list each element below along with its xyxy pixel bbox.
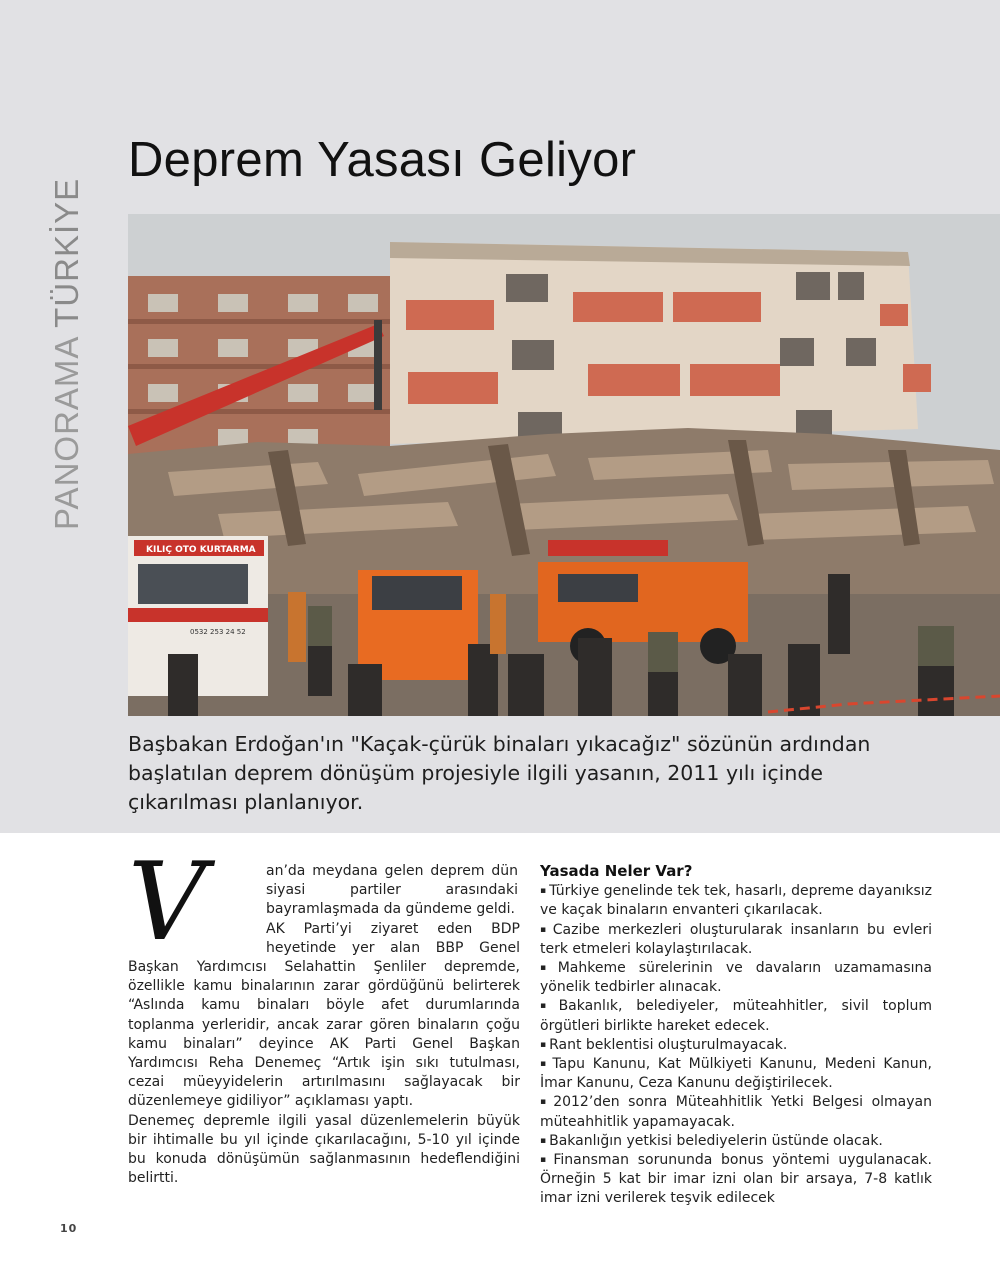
list-item bbox=[540, 1036, 932, 1055]
list-item-text: Bakanlık, belediyeler, müteahhitler, sivil toplum örgütleri birlikte hareket edecek. bbox=[540, 998, 933, 1034]
list-item bbox=[540, 959, 932, 997]
bullet-icon: ▪ bbox=[540, 924, 550, 935]
section-label-accent: TÜRKİYE bbox=[48, 177, 85, 328]
article-paragraph: AK Parti’yi ziyaret eden BDP heyetinde yer alan BBP Genel Başkan Yardımcısı Selahattin Şenliler depremde, özellikle kamu binalarının zarar gördüğünü belirterek “Aslında kamu binaları böyle afet durumlarında toplanma yerleridir, ancak zarar gören binaların çoğu kamu binaları” deyince AK Parti Genel Başkan Yardımcısı Reha Denemeç “Artık işin sıkı tutulması, cezai müeyyidelerin artırılmasını sağlayacak bir düzenlemeye gidiliyor” açıklaması yaptı. bbox=[128, 920, 520, 1110]
article-paragraph: Denemeç depremle ilgili yasal düzenlemelerin büyük bir ihtimalle bu yıl içinde çıkarılacağını, 5-10 yıl içinde bu konuda dönüşümün sağlanmasının hedeflendiğini belirtti. bbox=[128, 1112, 520, 1187]
list-item bbox=[540, 997, 932, 1035]
list-item-text: Cazibe merkezleri oluşturularak insanların bu evleri terk etmeleri kolaylaştırılacak. bbox=[540, 921, 932, 957]
list-item-text: Mahkeme sürelerinin ve davaların uzamamasına yönelik tedbirler alınacak. bbox=[540, 960, 932, 996]
drop-cap: V bbox=[128, 840, 206, 965]
page-title: Deprem Yasası Geliyor bbox=[128, 133, 637, 187]
list-item-text: Finansman sorununda bonus yöntemi uygulanacak. Örneğin 5 kat bir imar izni olan bir arsaya, 7-8 katlık imar izni verilerek teşvik edilecek bbox=[540, 1152, 932, 1207]
earthquake-photo bbox=[128, 214, 1000, 716]
bullet-icon: ▪ bbox=[540, 1135, 547, 1146]
sidebar-heading: Yasada Neler Var? bbox=[540, 862, 693, 880]
truck-sign: KILIÇ OTO KURTARMA bbox=[146, 545, 256, 555]
list-item-text: Rant beklentisi oluşturulmayacak. bbox=[549, 1036, 788, 1053]
list-item bbox=[540, 1093, 932, 1131]
lead-paragraph: Başbakan Erdoğan'ın "Kaçak-çürük binaları yıkacağız" sözünün ardından başlatılan deprem dönüşüm projesiyle ilgili yasanın, 2011 yılı içinde çıkarılması planlanıyor. bbox=[128, 732, 871, 814]
bullet-icon: ▪ bbox=[540, 1001, 556, 1012]
bullet-icon: ▪ bbox=[540, 1039, 547, 1050]
list-item bbox=[540, 1151, 932, 1209]
list-item bbox=[540, 921, 932, 959]
bullet-icon: ▪ bbox=[540, 1059, 550, 1070]
list-item-text: Türkiye genelinde tek tek, hasarlı, depreme dayanıksız ve kaçak binaların envanteri çıkarılacak. bbox=[540, 883, 932, 919]
sidebar-list bbox=[540, 882, 932, 1208]
sidebar-box bbox=[540, 862, 932, 1209]
list-item bbox=[540, 882, 932, 920]
bullet-icon: ▪ bbox=[540, 1155, 551, 1166]
section-label bbox=[48, 178, 86, 530]
truck-phone: 0532 253 24 52 bbox=[190, 628, 246, 636]
bullet-icon: ▪ bbox=[540, 886, 547, 897]
list-item-text: 2012’den sonra Müteahhitlik Yetki Belgesi olmayan müteahhitlik yapamayacak. bbox=[540, 1094, 932, 1130]
bullet-icon: ▪ bbox=[540, 1097, 551, 1108]
page-number: 10 bbox=[60, 1222, 78, 1235]
article-body bbox=[128, 840, 520, 1188]
list-item bbox=[540, 1132, 932, 1151]
article-intro: an’da meydana gelen deprem dün siyasi partiler arasındaki bayramlaşmada da gündeme geldi. bbox=[266, 863, 518, 918]
section-label-light: PANORAMA bbox=[48, 337, 85, 530]
bullet-icon: ▪ bbox=[540, 963, 555, 974]
list-item-text: Bakanlığın yetkisi belediyelerin üstünde olacak. bbox=[549, 1132, 883, 1149]
list-item-text: Tapu Kanunu, Kat Mülkiyeti Kanunu, Medeni Kanun, İmar Kanunu, Ceza Kanunu değiştirilecek. bbox=[540, 1056, 933, 1092]
list-item bbox=[540, 1055, 932, 1093]
